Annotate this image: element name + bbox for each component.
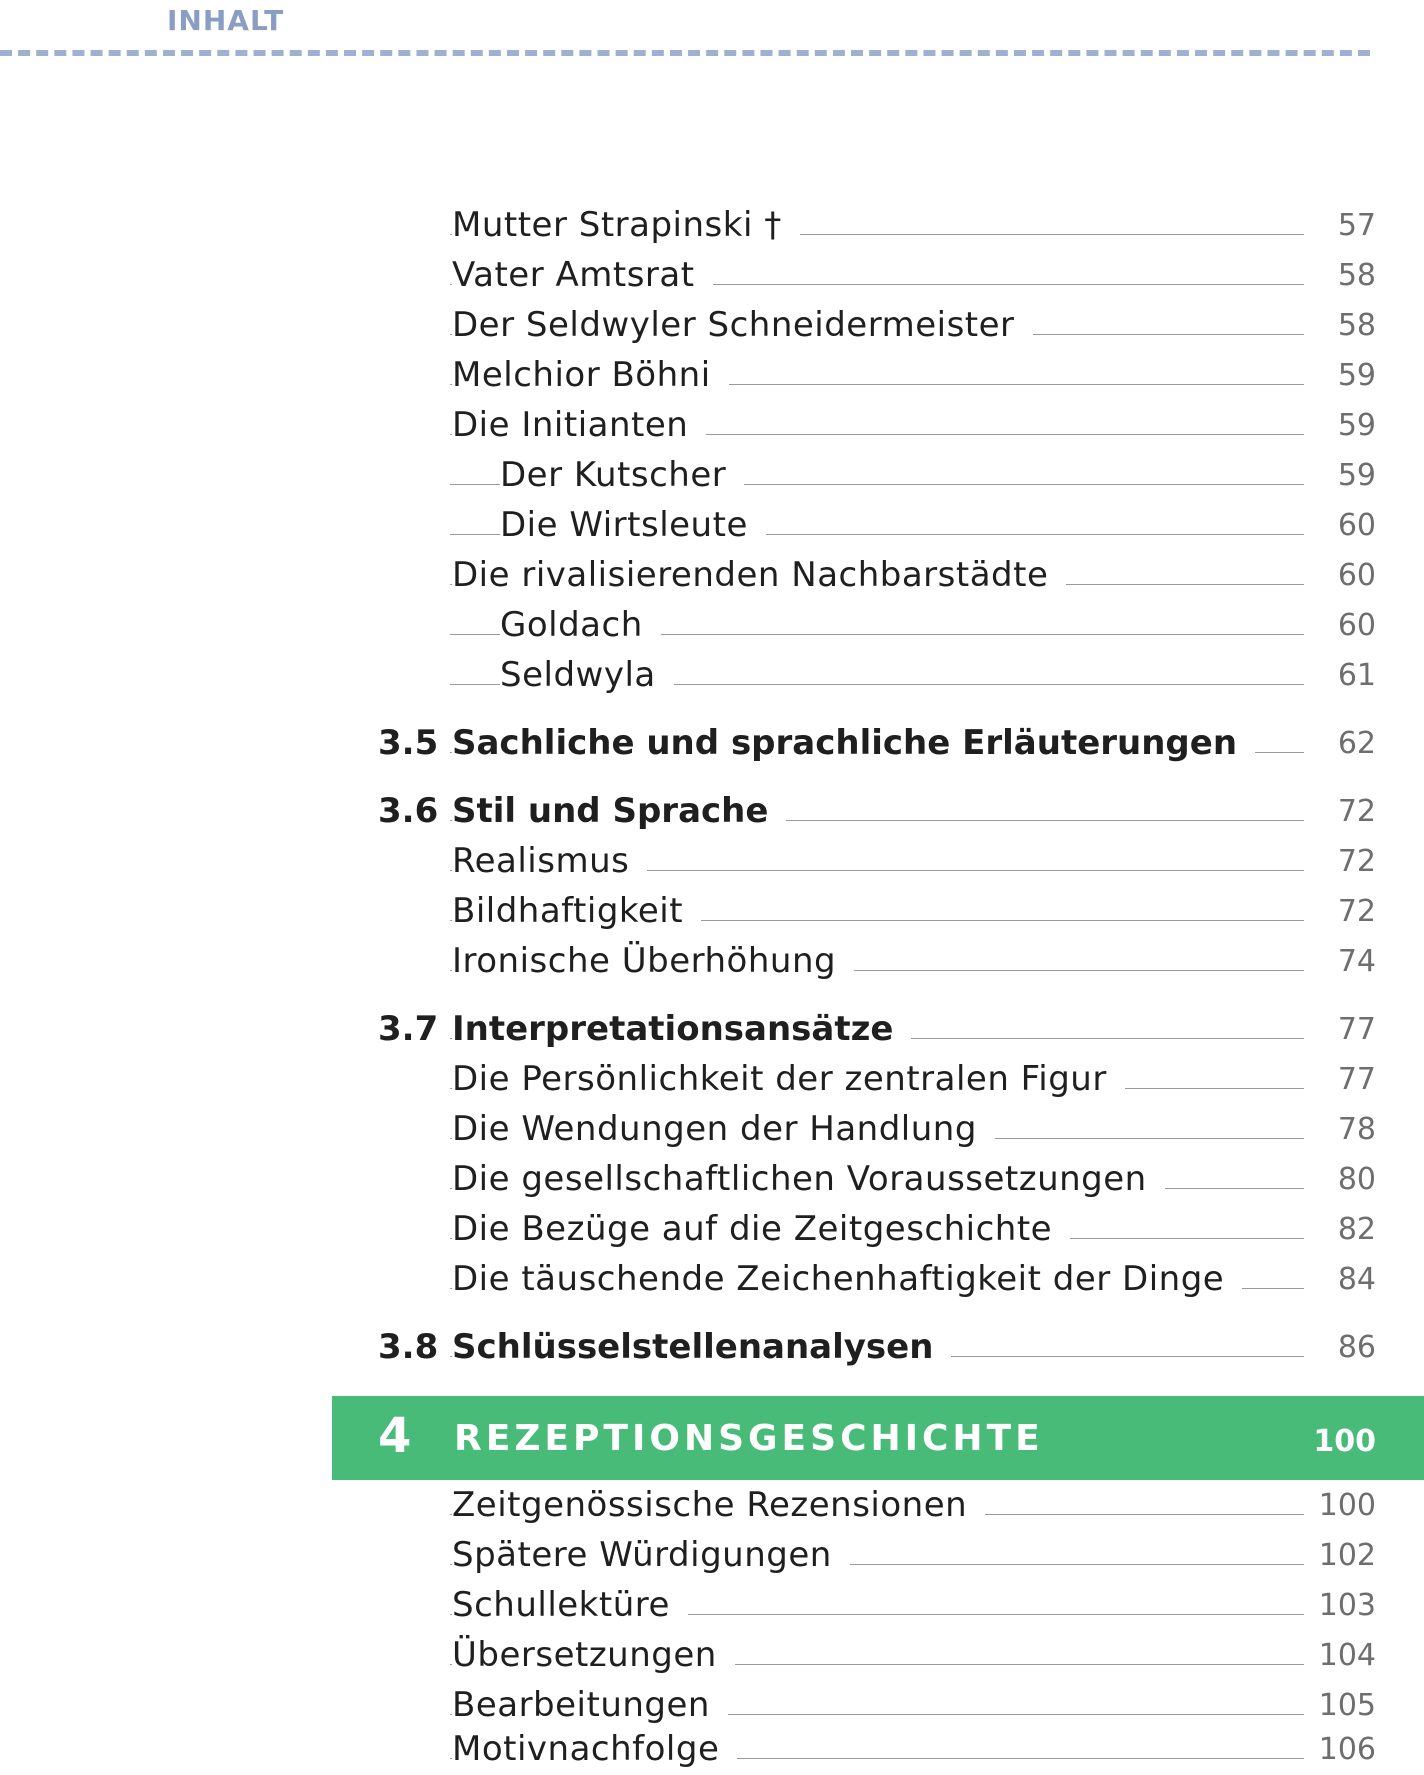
section-number: 3.6 xyxy=(378,791,439,831)
toc-entry-page: 102 xyxy=(1318,1538,1376,1573)
toc-entry-title: Der Seldwyler Schneidermeister xyxy=(452,305,1033,345)
toc-entry-title: Die rivalisierenden Nachbarstädte xyxy=(452,555,1066,595)
toc-entry-page: 60 xyxy=(1337,608,1376,643)
toc-entry-title: Realismus xyxy=(452,841,647,881)
section-title: Interpretationsansätze xyxy=(452,1009,911,1049)
toc-entry-title: Bearbeitungen xyxy=(452,1685,728,1725)
toc-entry-uebersetzungen[interactable] xyxy=(0,1630,1424,1680)
toc-entry-goldach[interactable] xyxy=(0,600,1424,650)
toc-entry-kutscher[interactable] xyxy=(0,450,1424,500)
section-number: 3.5 xyxy=(378,723,439,763)
toc-entry-page: 77 xyxy=(1337,1062,1376,1097)
header-label: INHALT xyxy=(167,4,285,37)
toc-section-3-8[interactable] xyxy=(0,1322,1424,1372)
toc-entry-page: 80 xyxy=(1337,1162,1376,1197)
toc-entry-voraussetzungen[interactable] xyxy=(0,1154,1424,1204)
toc-entry-title: Bildhaftigkeit xyxy=(452,891,701,931)
toc-entry-title: Übersetzungen xyxy=(452,1635,735,1675)
toc-entry-title: Seldwyla xyxy=(500,655,674,695)
section-page: 86 xyxy=(1337,1330,1376,1365)
toc-entry-page: 84 xyxy=(1337,1262,1376,1297)
toc-entry-title: Die Wirtsleute xyxy=(500,505,766,545)
toc-entry-title: Motivnachfolge xyxy=(452,1729,737,1769)
toc-entry-title: Zeitgenössische Rezensionen xyxy=(452,1485,985,1525)
section-title: Schlüsselstellenanalysen xyxy=(452,1327,951,1367)
toc-entry-title: Die Persönlichkeit der zentralen Figur xyxy=(452,1059,1125,1099)
chapter-title: REZEPTIONSGESCHICHTE xyxy=(454,1418,1044,1459)
toc-entry-initianten[interactable] xyxy=(0,400,1424,450)
toc-entry-page: 104 xyxy=(1318,1638,1376,1673)
toc-entry-title: Die Bezüge auf die Zeitgeschichte xyxy=(452,1209,1070,1249)
toc-entry-page: 59 xyxy=(1337,458,1376,493)
toc-entry-rezensionen[interactable] xyxy=(0,1480,1424,1530)
toc-entry-page: 61 xyxy=(1337,658,1376,693)
toc-entry-page: 74 xyxy=(1337,944,1376,979)
toc-entry-page: 72 xyxy=(1337,844,1376,879)
toc-entry-schullektuere[interactable] xyxy=(0,1580,1424,1630)
toc-entry-title: Vater Amtsrat xyxy=(452,255,713,295)
section-page: 72 xyxy=(1337,794,1376,829)
section-title: Stil und Sprache xyxy=(452,791,786,831)
chapter-page: 100 xyxy=(1313,1424,1376,1459)
toc-entry-page: 59 xyxy=(1337,408,1376,443)
toc-entry-seldwyla[interactable] xyxy=(0,650,1424,700)
section-page: 77 xyxy=(1337,1012,1376,1047)
toc-entry-page: 58 xyxy=(1337,308,1376,343)
toc-entry-ironische-ueberhoehung[interactable] xyxy=(0,936,1424,986)
toc-section-3-6[interactable] xyxy=(0,786,1424,836)
toc-entry-title: Schullektüre xyxy=(452,1585,688,1625)
chapter-number: 4 xyxy=(378,1408,412,1464)
toc-section-3-7[interactable] xyxy=(0,1004,1424,1054)
toc-entry-bearbeitungen[interactable] xyxy=(0,1680,1424,1730)
toc-entry-page: 58 xyxy=(1337,258,1376,293)
section-page: 62 xyxy=(1337,726,1376,761)
toc-entry-vater-amtsrat[interactable] xyxy=(0,250,1424,300)
toc-entry-page: 60 xyxy=(1337,558,1376,593)
toc-entry-title: Die Initianten xyxy=(452,405,706,445)
toc-entry-zeichenhaftigkeit[interactable] xyxy=(0,1254,1424,1304)
toc-entry-wirtsleute[interactable] xyxy=(0,500,1424,550)
toc-entry-wuerdigungen[interactable] xyxy=(0,1530,1424,1580)
toc-entry-page: 78 xyxy=(1337,1112,1376,1147)
section-number: 3.8 xyxy=(378,1327,439,1367)
toc-entry-page: 106 xyxy=(1318,1732,1376,1767)
toc-entry-page: 82 xyxy=(1337,1212,1376,1247)
toc-section-3-5[interactable] xyxy=(0,718,1424,768)
toc-entry-mutter-strapinski[interactable] xyxy=(0,200,1424,250)
section-number: 3.7 xyxy=(378,1009,439,1049)
toc-entry-motivnachfolge[interactable] xyxy=(0,1724,1424,1774)
toc-entry-page: 103 xyxy=(1318,1588,1376,1623)
toc-entry-page: 59 xyxy=(1337,358,1376,393)
toc-entry-page: 57 xyxy=(1337,208,1376,243)
toc-entry-zeitgeschichte[interactable] xyxy=(0,1204,1424,1254)
toc-entry-schneidermeister[interactable] xyxy=(0,300,1424,350)
toc-entry-title: Spätere Würdigungen xyxy=(452,1535,850,1575)
toc-entry-wendungen[interactable] xyxy=(0,1104,1424,1154)
toc-entry-title: Die täuschende Zeichenhaftigkeit der Dinge xyxy=(452,1259,1242,1299)
toc-entry-title: Mutter Strapinski † xyxy=(452,205,800,245)
toc-entry-realismus[interactable] xyxy=(0,836,1424,886)
toc-entry-persoenlichkeit[interactable] xyxy=(0,1054,1424,1104)
header-divider xyxy=(0,50,1370,56)
toc-entry-melchior-boehni[interactable] xyxy=(0,350,1424,400)
toc-entry-page: 100 xyxy=(1318,1488,1376,1523)
toc-entry-title: Ironische Überhöhung xyxy=(452,941,854,981)
toc-entry-title: Goldach xyxy=(500,605,661,645)
toc-entry-nachbarstaedte[interactable] xyxy=(0,550,1424,600)
toc-entry-bildhaftigkeit[interactable] xyxy=(0,886,1424,936)
toc-entry-page: 60 xyxy=(1337,508,1376,543)
chapter-4-banner[interactable] xyxy=(332,1396,1424,1480)
toc-entry-page: 72 xyxy=(1337,894,1376,929)
section-title: Sachliche und sprachliche Erläuterungen xyxy=(452,723,1255,763)
toc-entry-page: 105 xyxy=(1318,1688,1376,1723)
toc-entry-title: Die Wendungen der Handlung xyxy=(452,1109,995,1149)
toc-entry-title: Melchior Böhni xyxy=(452,355,729,395)
toc-entry-title: Die gesellschaftlichen Voraussetzungen xyxy=(452,1159,1165,1199)
toc-entry-title: Der Kutscher xyxy=(500,455,744,495)
